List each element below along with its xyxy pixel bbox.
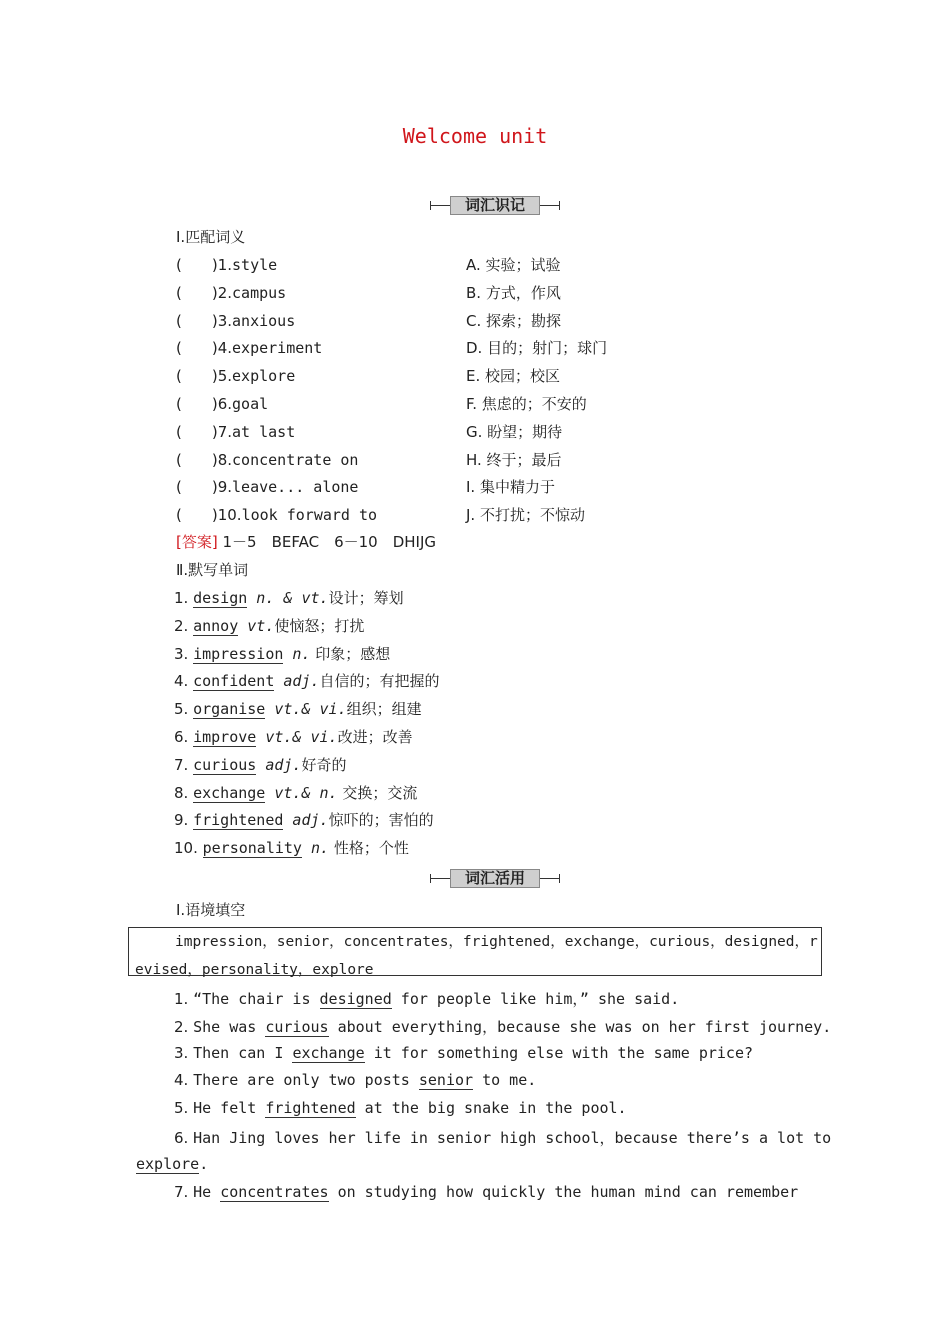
item-word: look forward to <box>241 506 378 525</box>
item-word: explore <box>232 367 296 386</box>
fill-sentence <box>174 1183 798 1201</box>
item-number: 8. <box>174 783 194 802</box>
meaning: 印象；感想 <box>310 644 391 663</box>
item-word: goal <box>232 395 269 413</box>
spelling-row <box>174 837 409 858</box>
answer-word: organise <box>193 700 266 719</box>
fill-sentence <box>174 988 679 1009</box>
matching-row <box>176 337 322 358</box>
matching-row <box>176 449 358 470</box>
item-number: 5. <box>217 367 233 386</box>
item-word: leave... alone <box>232 478 359 497</box>
answer-blank: ( ) <box>176 339 218 358</box>
meaning: 设计；筹划 <box>328 589 404 607</box>
answer-word: exchange <box>292 1044 365 1062</box>
banner-label: 词汇活用 <box>450 869 540 888</box>
sentence-start: Then can I <box>193 1044 293 1062</box>
item-number: 7. <box>217 422 233 441</box>
part-of-speech: adj. <box>256 755 302 774</box>
spelling-row <box>174 670 440 691</box>
answer-word: confident <box>193 672 275 691</box>
item-number: 7. <box>174 1183 194 1201</box>
matching-row <box>176 504 377 525</box>
fill-sentence <box>174 1044 753 1062</box>
part-of-speech: n. <box>283 644 311 663</box>
item-number: 1. <box>174 990 194 1008</box>
item-number: 4. <box>174 672 194 691</box>
sentence-end: to me. <box>473 1071 537 1089</box>
meaning: 好奇的 <box>301 755 347 774</box>
spelling-row <box>174 782 417 803</box>
spelling-row <box>174 587 404 608</box>
part-of-speech: n. <box>301 839 330 858</box>
answer-blank: ( ) <box>176 506 218 525</box>
matching-option: F. 焦虑的；不安的 <box>466 395 587 413</box>
sentence-end: for people like him，” she said. <box>391 990 680 1008</box>
section-banner-vocabulary-memory <box>430 193 560 219</box>
answer-blank: ( ) <box>176 395 218 413</box>
matching-option: B. 方式，作风 <box>466 283 561 302</box>
matching-row <box>176 476 358 497</box>
part-of-speech: adj. <box>274 672 320 691</box>
meaning: 交换；交流 <box>337 783 418 802</box>
matching-option: H. 终于；最后 <box>466 450 562 469</box>
item-word: campus <box>232 283 287 302</box>
answer-label: [答案] <box>176 533 218 551</box>
sentence-start: There are only two posts <box>193 1071 419 1089</box>
sentence-start: Han Jing loves her life in senior high school，because there’s a lot to <box>193 1129 832 1147</box>
part-of-speech: vt.& vi. <box>256 728 338 746</box>
answer-word: improve <box>193 728 257 746</box>
spelling-row <box>174 643 390 664</box>
page-title: Welcome unit <box>402 124 548 148</box>
meaning: 性格；个性 <box>329 839 409 858</box>
part-of-speech: vt.& n. <box>265 783 338 802</box>
answer-word: annoy <box>193 616 239 635</box>
item-number: 6. <box>174 1129 194 1147</box>
matching-option: A. 实验；试验 <box>466 256 561 274</box>
answer-word: curious <box>193 755 257 774</box>
meaning: 惊吓的；害怕的 <box>328 811 434 830</box>
sentence-start: He felt <box>193 1099 266 1117</box>
item-word: anxious <box>232 311 296 330</box>
fill-sentence <box>174 1127 831 1148</box>
item-number: 4. <box>174 1071 194 1089</box>
answer-line <box>176 531 436 552</box>
sentence-start: “The chair is <box>193 990 320 1008</box>
spelling-row <box>174 809 434 830</box>
answer-word: senior <box>418 1071 474 1089</box>
item-word: experiment <box>232 339 323 358</box>
word-bank-line-1: impression，senior，concentrates，frightened，exchange，curious，designed，r <box>175 934 818 950</box>
sentence-end: it for something else with the same price? <box>364 1044 754 1062</box>
matching-row <box>176 254 277 275</box>
sentence-end: at the big snake in the pool. <box>355 1099 627 1117</box>
answer-blank: ( ) <box>176 450 218 469</box>
meaning: 使恼怒；打扰 <box>274 616 365 635</box>
matching-option: C. 探索；勘探 <box>466 311 562 330</box>
item-number: 7. <box>174 755 194 774</box>
answer-blank: ( ) <box>176 478 218 497</box>
sentence-end: about everything，because she was on her first journey. <box>328 1018 832 1036</box>
item-number: 3. <box>174 644 194 663</box>
answer-blank: ( ) <box>176 283 218 302</box>
item-number: 4. <box>217 339 233 358</box>
item-word: style <box>232 256 278 274</box>
section-heading-fill: Ⅰ.语境填空 <box>176 901 246 919</box>
item-word: concentrate on <box>232 450 359 469</box>
item-number: 5. <box>174 1099 194 1117</box>
part-of-speech: vt. <box>238 616 275 635</box>
answer-word: frightened <box>193 811 284 830</box>
spelling-row <box>174 698 422 719</box>
matching-row <box>176 365 295 386</box>
part-of-speech: n. & vt. <box>247 589 329 607</box>
matching-option: E. 校园；校区 <box>466 367 561 386</box>
answer-text: 1－5 BEFAC 6－10 DHIJG <box>217 533 436 551</box>
fill-sentence-continued <box>136 1155 208 1173</box>
item-number: 2. <box>217 283 233 302</box>
answer-blank: ( ) <box>176 367 218 386</box>
item-number: 2. <box>174 1018 194 1036</box>
answer-word: design <box>193 589 248 607</box>
item-number: 1. <box>174 589 194 607</box>
meaning: 自信的；有把握的 <box>319 672 440 691</box>
sentence-end: . <box>199 1155 209 1173</box>
item-number: 6. <box>174 728 194 746</box>
fill-sentence <box>174 1071 536 1089</box>
item-number: 10. <box>174 839 203 858</box>
item-number: 9. <box>174 811 194 830</box>
meaning: 组织；组建 <box>346 700 422 719</box>
word-bank-line-2: evised，personality，explore <box>135 962 374 978</box>
matching-option: G. 盼望；期待 <box>466 422 563 441</box>
answer-word: curious <box>265 1018 329 1036</box>
section-heading-spelling: Ⅱ.默写单词 <box>176 561 249 579</box>
meaning: 改进；改善 <box>337 728 413 746</box>
matching-option: D. 目的；射门；球门 <box>466 339 608 358</box>
spelling-row <box>174 615 364 636</box>
answer-word: exchange <box>193 783 266 802</box>
section-banner-vocabulary-use <box>430 866 560 892</box>
sentence-end: on studying how quickly the human mind can remember <box>328 1183 799 1201</box>
fill-sentence <box>174 1099 627 1117</box>
answer-word: explore <box>136 1155 200 1173</box>
answer-word: impression <box>193 644 284 663</box>
matching-option: J. 不打扰；不惊动 <box>466 506 585 525</box>
sentence-start: She was <box>193 1018 266 1036</box>
word-bank-box <box>128 927 822 976</box>
item-number: 3. <box>217 311 233 330</box>
matching-row <box>176 421 295 442</box>
spelling-row <box>174 754 346 775</box>
answer-blank: ( ) <box>176 422 218 441</box>
item-number: 1. <box>217 256 233 274</box>
part-of-speech: vt.& vi. <box>265 700 347 719</box>
answer-word: frightened <box>265 1099 356 1117</box>
sentence-start: He <box>193 1183 221 1201</box>
item-number: 3. <box>174 1044 194 1062</box>
answer-word: personality <box>202 839 302 858</box>
item-word: at last <box>232 422 296 441</box>
answer-blank: ( ) <box>176 256 218 274</box>
answer-word: concentrates <box>220 1183 329 1201</box>
matching-row <box>176 393 268 414</box>
part-of-speech: adj. <box>283 811 329 830</box>
banner-label: 词汇识记 <box>450 196 540 215</box>
section-heading-matching: Ⅰ.匹配词义 <box>176 228 246 246</box>
item-number: 2. <box>174 616 194 635</box>
answer-word: designed <box>319 990 392 1008</box>
item-number: 5. <box>174 700 194 719</box>
item-number: 6. <box>217 395 233 413</box>
item-number: 10. <box>217 506 242 525</box>
spelling-row <box>174 726 413 747</box>
matching-row <box>176 282 286 303</box>
fill-sentence <box>174 1016 831 1037</box>
item-number: 9. <box>217 478 233 497</box>
item-number: 8. <box>217 450 233 469</box>
matching-option: I. 集中精力于 <box>466 478 555 497</box>
matching-row <box>176 310 295 331</box>
answer-blank: ( ) <box>176 311 218 330</box>
